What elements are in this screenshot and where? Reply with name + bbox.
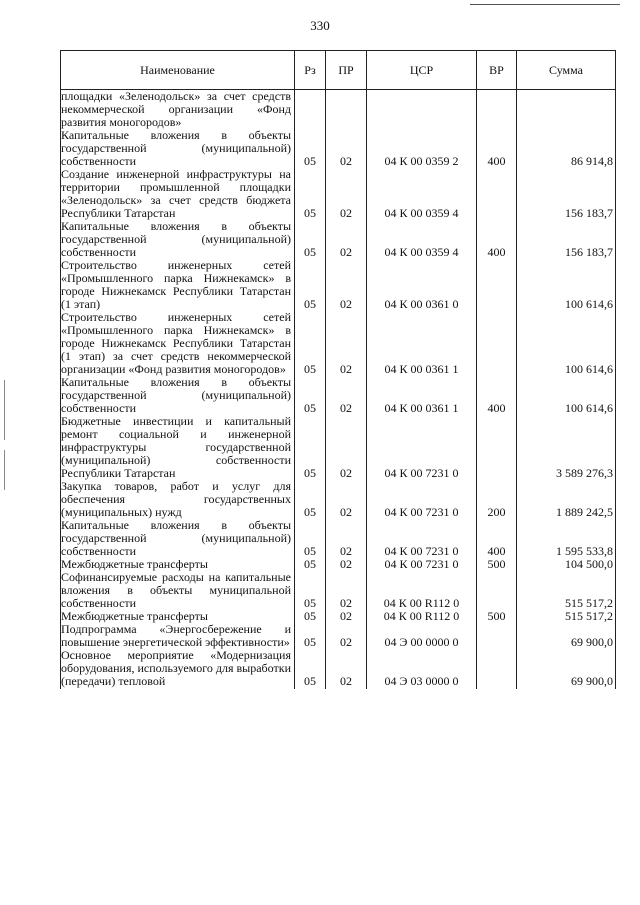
cell-vr (477, 649, 517, 689)
table-row (61, 220, 616, 259)
cell-csr: 04 К 00 0361 1 (367, 311, 477, 376)
budget-table (60, 50, 616, 689)
cell-rz: 05 (295, 623, 326, 649)
cell-csr: 04 К 00 0361 0 (367, 259, 477, 311)
cell-name: Капитальные вложения в объекты государственной (муниципальной) собственности (61, 220, 295, 259)
margin-mark (4, 380, 5, 440)
cell-vr (477, 90, 517, 130)
header-rz: Рз (295, 51, 326, 90)
cell-name: Подпрограмма «Энергосбережение и повышение энергетической эффективности» (61, 623, 295, 649)
cell-pr: 02 (326, 610, 367, 623)
table-row (61, 376, 616, 415)
cell-rz: 05 (295, 415, 326, 480)
cell-csr: 04 К 00 7231 0 (367, 415, 477, 480)
cell-rz: 05 (295, 311, 326, 376)
cell-pr: 02 (326, 480, 367, 519)
cell-vr: 500 (477, 610, 517, 623)
table-row (61, 90, 616, 130)
header-vr: ВР (477, 51, 517, 90)
cell-csr: 04 К 00 R112 0 (367, 571, 477, 610)
cell-rz: 05 (295, 220, 326, 259)
cell-rz: 05 (295, 129, 326, 168)
cell-csr: 04 К 00 7231 0 (367, 480, 477, 519)
cell-vr: 400 (477, 220, 517, 259)
cell-sum: 1 595 533,8 (517, 519, 616, 558)
table-row (61, 129, 616, 168)
cell-vr (477, 415, 517, 480)
table-row (61, 415, 616, 480)
cell-csr: 04 К 00 0359 4 (367, 220, 477, 259)
cell-pr: 02 (326, 168, 367, 220)
cell-name: Межбюджетные трансферты (61, 610, 295, 623)
header-pr: ПР (326, 51, 367, 90)
cell-pr: 02 (326, 649, 367, 689)
cell-rz: 05 (295, 610, 326, 623)
cell-name: Создание инженерной инфраструктуры на территории промышленной площадки «Зеленодольск» за счет средств бюджета Республики Татарстан (61, 168, 295, 220)
header-name: Наименование (61, 51, 295, 90)
cell-vr: 400 (477, 519, 517, 558)
cell-name: Закупка товаров, работ и услуг для обеспечения государственных (муниципальных) нужд (61, 480, 295, 519)
cell-vr (477, 571, 517, 610)
cell-vr (477, 259, 517, 311)
cell-sum: 1 889 242,5 (517, 480, 616, 519)
cell-rz: 05 (295, 519, 326, 558)
table-row (61, 571, 616, 610)
cell-pr: 02 (326, 311, 367, 376)
cell-csr: 04 К 00 0359 2 (367, 129, 477, 168)
cell-rz: 05 (295, 558, 326, 571)
header-sum: Сумма (517, 51, 616, 90)
cell-name: Строительство инженерных сетей «Промышленного парка Нижнекамск» в городе Нижнекамск Республики Татарстан (1 этап) (61, 259, 295, 311)
cell-name: Строительство инженерных сетей «Промышленного парка Нижнекамск» в городе Нижнекамск Республики Татарстан (1 этап) за счет средств некоммерческой организации «Фонд развития моногородов» (61, 311, 295, 376)
cell-pr: 02 (326, 623, 367, 649)
cell-vr: 400 (477, 376, 517, 415)
cell-csr: 04 К 00 R112 0 (367, 610, 477, 623)
margin-mark (4, 450, 5, 490)
cell-sum: 100 614,6 (517, 259, 616, 311)
cell-name: Капитальные вложения в объекты государственной (муниципальной) собственности (61, 376, 295, 415)
cell-name: Капитальные вложения в объекты государственной (муниципальной) собственности (61, 129, 295, 168)
cell-pr: 02 (326, 415, 367, 480)
cell-sum: 69 900,0 (517, 623, 616, 649)
cell-vr (477, 623, 517, 649)
cell-sum: 86 914,8 (517, 129, 616, 168)
cell-rz (295, 90, 326, 130)
cell-rz: 05 (295, 168, 326, 220)
cell-vr: 400 (477, 129, 517, 168)
cell-pr: 02 (326, 519, 367, 558)
cell-csr (367, 90, 477, 130)
cell-csr: 04 К 00 0359 4 (367, 168, 477, 220)
cell-rz: 05 (295, 376, 326, 415)
table-row (61, 519, 616, 558)
page-number: 330 (310, 18, 330, 33)
table-row (61, 311, 616, 376)
cell-vr: 200 (477, 480, 517, 519)
top-rule (470, 4, 620, 5)
table-row (61, 259, 616, 311)
cell-sum: 104 500,0 (517, 558, 616, 571)
cell-pr (326, 90, 367, 130)
cell-rz: 05 (295, 571, 326, 610)
cell-rz: 05 (295, 480, 326, 519)
cell-name: Бюджетные инвестиции и капитальный ремонт социальной и инженерной инфраструктуры государственной (муниципальной) собственности Республики Татарстан (61, 415, 295, 480)
cell-name: Капитальные вложения в объекты государственной (муниципальной) собственности (61, 519, 295, 558)
table-row (61, 480, 616, 519)
cell-pr: 02 (326, 129, 367, 168)
cell-name: Основное мероприятие «Модернизация оборудования, используемого для выработки (передачи) тепловой (61, 649, 295, 689)
cell-vr (477, 168, 517, 220)
cell-csr: 04 Э 00 0000 0 (367, 623, 477, 649)
cell-pr: 02 (326, 558, 367, 571)
cell-sum (517, 90, 616, 130)
cell-csr: 04 К 00 0361 1 (367, 376, 477, 415)
cell-pr: 02 (326, 259, 367, 311)
cell-name: Софинансируемые расходы на капитальные вложения в объекты муниципальной собственности (61, 571, 295, 610)
cell-pr: 02 (326, 220, 367, 259)
table-header-row (61, 51, 616, 90)
cell-rz: 05 (295, 649, 326, 689)
cell-sum: 69 900,0 (517, 649, 616, 689)
header-csr: ЦСР (367, 51, 477, 90)
cell-sum: 515 517,2 (517, 571, 616, 610)
cell-csr: 04 К 00 7231 0 (367, 519, 477, 558)
table-row (61, 623, 616, 649)
cell-csr: 04 К 00 7231 0 (367, 558, 477, 571)
cell-rz: 05 (295, 259, 326, 311)
cell-sum: 100 614,6 (517, 311, 616, 376)
cell-vr (477, 311, 517, 376)
cell-sum: 156 183,7 (517, 168, 616, 220)
cell-pr: 02 (326, 376, 367, 415)
cell-vr: 500 (477, 558, 517, 571)
cell-name: площадки «Зеленодольск» за счет средств некоммерческой организации «Фонд развития моногородов» (61, 90, 295, 130)
cell-csr: 04 Э 03 0000 0 (367, 649, 477, 689)
cell-sum: 515 517,2 (517, 610, 616, 623)
cell-sum: 3 589 276,3 (517, 415, 616, 480)
cell-sum: 100 614,6 (517, 376, 616, 415)
cell-name: Межбюджетные трансферты (61, 558, 295, 571)
cell-sum: 156 183,7 (517, 220, 616, 259)
table-row (61, 168, 616, 220)
table-row (61, 649, 616, 689)
cell-pr: 02 (326, 571, 367, 610)
